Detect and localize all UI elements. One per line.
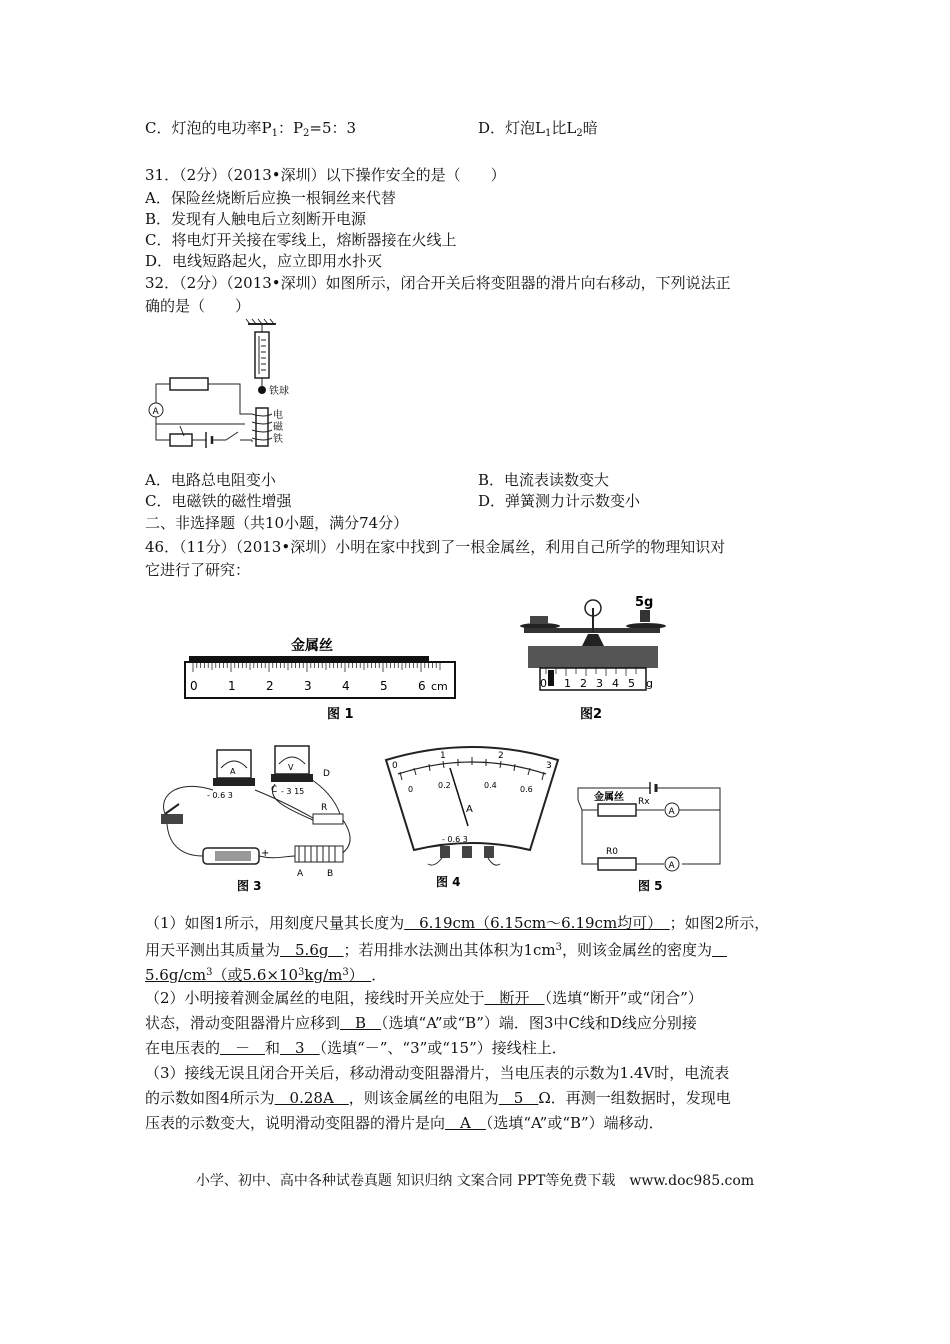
fig1-tick-6: 6 <box>418 679 426 693</box>
fig2-tick-4: 4 <box>612 677 619 690</box>
fig4-top-tick-0: 0 <box>392 761 398 771</box>
fig4-bottom-tick-2: 0.4 <box>484 781 497 790</box>
fig3-label-c: C <box>271 785 278 795</box>
fig2-unit: g <box>646 677 653 690</box>
answer-density: $5.6g/cm^3$（或$5.6\times 10^3kg/m^3$） <box>145 966 372 984</box>
fig2-tick-3: 3 <box>596 677 603 690</box>
figure-1-ruler <box>185 630 460 730</box>
fig2-tick-1: 1 <box>564 677 571 690</box>
q32-stem-2: 确的是（ ） <box>145 297 251 315</box>
fig4-top-tick-1: 1 <box>440 751 446 761</box>
iron-ball <box>258 386 266 394</box>
fig5-wire-label: 金属丝 <box>594 792 624 803</box>
fig4-top-tick-3: 3 <box>546 761 552 771</box>
q46-part1-line1: （1）如图1所示，用刻度尺量其长度为 6.19cm（6.15cm～6.19cm均可） ；如图2所示， <box>145 914 770 932</box>
figure-4-ammeter-dial <box>380 740 565 895</box>
fig4-bottom-tick-0: 0 <box>408 785 414 794</box>
fig3-voltmeter-label: V <box>288 763 294 772</box>
q32-option-c: C．电磁铁的磁性增强 <box>145 492 292 510</box>
fig4-caption: 图 4 <box>436 875 461 889</box>
fig4-bottom-tick-3: 0.6 <box>520 785 533 794</box>
fig5-r0-label: R0 <box>606 847 618 857</box>
q46-part2-line1: （2）小明接着测金属丝的电阻，接线时开关应处于 断开 （选填“断开”或“闭合”） <box>145 989 703 1007</box>
q30-option-d: D．灯泡$L_1$比$L_2$暗 <box>478 119 598 139</box>
fig5-rx-label: Rx <box>638 797 650 807</box>
q46-stem-2: 它进行了研究： <box>145 561 251 579</box>
fig1-wire-label: 金属丝 <box>291 638 333 654</box>
q32-circuit-figure <box>140 318 300 458</box>
answer-direction: A <box>445 1114 486 1132</box>
q32-stem-1: 32．（2分）（2013•深圳）如图所示，闭合开关后将变阻器的滑片向右移动，下列说法正 <box>145 274 731 292</box>
fig1-tick-0: 0 <box>190 679 198 693</box>
answer-length: 6.19cm（6.15cm～6.19cm均可） <box>404 914 670 932</box>
fig1-caption: 图 1 <box>327 707 354 722</box>
fig1-tick-5: 5 <box>380 679 388 693</box>
fig2-caption: 图2 <box>580 707 603 722</box>
fig4-terminals: - 0.6 3 <box>442 835 468 844</box>
fig3-caption: 图 3 <box>237 879 262 893</box>
em-label-2: 磁 <box>273 422 283 433</box>
fig4-center-label: A <box>466 804 473 815</box>
fig3-label-a: A <box>297 869 304 879</box>
fig2-weight-label: 5g <box>635 595 654 610</box>
q31-stem: 31．（2分）（2013•深圳）以下操作安全的是（ ） <box>145 166 506 184</box>
fig1-tick-1: 1 <box>228 679 236 693</box>
fig3-voltmeter-terms: - 3 15 <box>281 787 305 796</box>
fig3-label-b: B <box>327 869 334 879</box>
q46-part1-line2: 用天平测出其质量为 5.6g ；若用排水法测出其体积为$1cm^3$，则该金属丝的密度为 <box>145 941 713 959</box>
answer-terminal-d: 3 <box>280 1039 320 1057</box>
figure-3-circuit <box>145 738 370 898</box>
fig2-tick-0: 0 <box>540 677 547 690</box>
fig2-tick-5: 5 <box>628 677 635 690</box>
em-label-1: 电 <box>273 410 283 421</box>
fig1-tick-4: 4 <box>342 679 350 693</box>
q30-option-c: C．灯泡的电功率$P_1$：$P_2=5$：3 <box>145 119 357 139</box>
answer-terminal-c: － <box>220 1039 266 1057</box>
figure-5-schematic <box>572 782 727 897</box>
answer-current: 0.28A <box>274 1089 349 1107</box>
fig3-ammeter-terms: - 0.6 3 <box>207 791 233 800</box>
answer-mass: 5.6g <box>280 941 344 959</box>
fig1-tick-2: 2 <box>266 679 274 693</box>
fig2-tick-2: 2 <box>580 677 587 690</box>
fig5-meter-1: A <box>668 807 675 817</box>
q32-option-d: D．弹簧测力计示数变小 <box>478 492 641 510</box>
svg-text:+: + <box>261 848 270 859</box>
q32-option-b: B．电流表读数变大 <box>478 471 610 489</box>
iron-ball-label: 铁球 <box>269 386 289 397</box>
fig1-tick-3: 3 <box>304 679 312 693</box>
q46-part2-line2: 状态，滑动变阻器滑片应移到 B （选填“A”或“B”）端．图3中C线和D线应分别接 <box>145 1014 697 1032</box>
q31-option-a: A．保险丝烧断后应换一根铜丝来代替 <box>145 189 396 207</box>
q46-stem-1: 46．（11分）（2013•深圳）小明在家中找到了一根金属丝，利用自己所学的物理知识对 <box>145 538 726 556</box>
q46-part3-line3: 压表的示数变大，说明滑动变阻器的滑片是向 A （选填“A”或“B”）端移动． <box>145 1114 664 1132</box>
fig3-label-r: R <box>321 803 328 813</box>
q46-part2-line3: 在电压表的 － 和 3 （选填“－”、“3”或“15”）接线柱上． <box>145 1039 567 1057</box>
fig4-bottom-tick-1: 0.2 <box>438 781 451 790</box>
fig4-top-tick-2: 2 <box>498 751 504 761</box>
q31-option-b: B．发现有人触电后立刻断开电源 <box>145 210 367 228</box>
fig3-label-d: D <box>323 769 330 779</box>
fig3-ammeter-label: A <box>230 767 236 776</box>
fig1-unit: cm <box>431 680 448 693</box>
page-footer: 小学、初中、高中各种试卷真题 知识归纳 文案合同 PPT等免费下载 www.doc985.com <box>195 1173 755 1189</box>
q31-option-d: D．电线短路起火，应立即用水扑灭 <box>145 252 383 270</box>
fig5-meter-2: A <box>668 861 675 871</box>
answer-slider-end: B <box>340 1014 382 1032</box>
em-label-3: 铁 <box>273 434 283 445</box>
answer-switch-state: 断开 <box>484 989 545 1007</box>
q32-option-a: A．电路总电阻变小 <box>145 471 276 489</box>
section-2-heading: 二、非选择题（共10小题，满分74分） <box>145 514 409 532</box>
fig5-caption: 图 5 <box>638 879 663 893</box>
q46-part3-line1: （3）接线无误且闭合开关后，移动滑动变阻器滑片，当电压表的示数为1.4V时，电流表 <box>145 1064 730 1082</box>
figure-2-balance <box>518 590 668 725</box>
q46-part1-line3: $5.6g/cm^3$（或$5.6\times 10^3kg/m^3$） ． <box>145 966 387 984</box>
q31-option-c: C．将电灯开关接在零线上，熔断器接在火线上 <box>145 231 457 249</box>
q46-part3-line2: 的示数如图4所示为 0.28A ，则该金属丝的电阻为 5 Ω．再测一组数据时，发现电 <box>145 1089 731 1107</box>
answer-resistance: 5 <box>498 1089 539 1107</box>
ammeter-label: A <box>152 407 159 417</box>
